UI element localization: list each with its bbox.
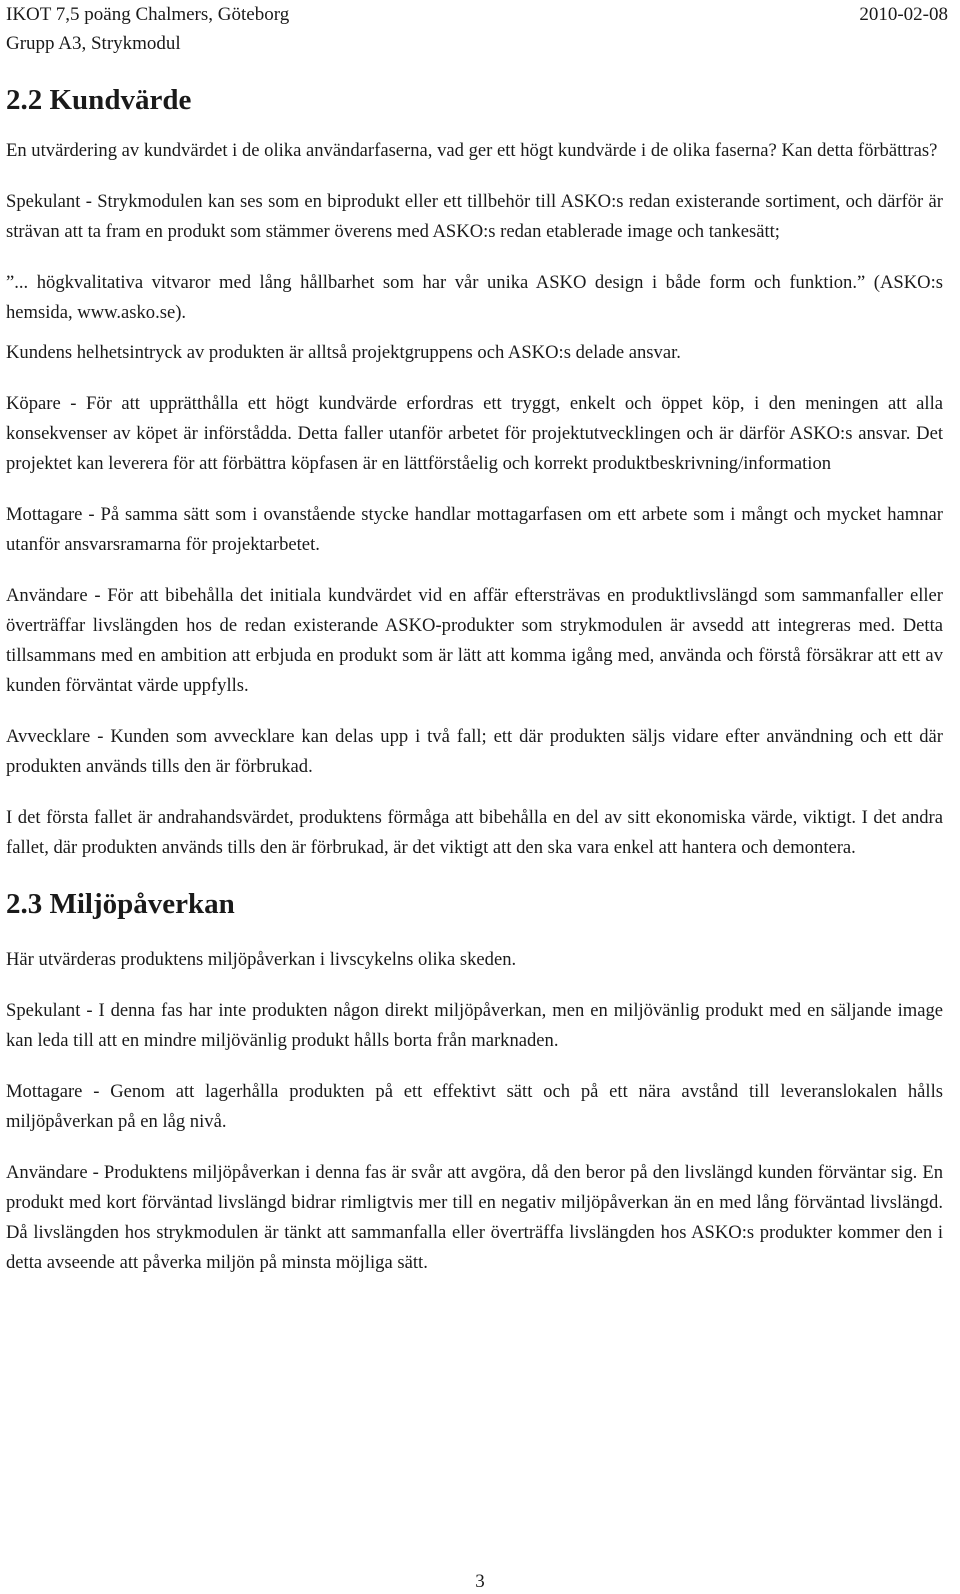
document-body [6,80,943,1299]
paragraph-mottagare: Mottagare - På samma sätt som i ovanstående stycke handlar mottagarfasen om ett arbete som i mångt och mycket hamnar utanför ansvarsramarna för projektarbetet. [6,504,943,555]
paragraph-helhetsintryck: Kundens helhetsintryck av produkten är alltså projektgruppens och ASKO:s delade ansvar. [6,342,681,363]
paragraph-anvandare: Användare - För att bibehålla det initiala kundvärdet vid en affär eftersträvas en produktlivslängd som sammanfaller eller överträffar livslängden hos de redan existerande ASKO-produkter som strykmodulen är avsedd att integreras med. Detta tillsammans med en ambition att erbjuda en produkt som är lätt att komma igång med, använda och förstå försäkrar att ett av kunden förväntat värde uppfylls. [6,585,943,696]
paragraph-intro: En utvärdering av kundvärdet i de olika användarfaserna, vad ger ett högt kundvärde i de olika faserna? Kan detta förbättras? [6,140,938,161]
paragraph-forsta-fallet: I det första fallet är andrahandsvärdet, produktens förmåga att bibehålla en del av sitt ekonomiska värde, viktigt. I det andra fallet, där produkten används tills den är förbrukad, är det viktigt att den ska vara enkel att hantera och demontera. [6,807,943,858]
header-group: Grupp A3, Strykmodul [6,33,181,54]
section-heading-miljopaverkan: 2.3 Miljöpåverkan [6,888,235,920]
paragraph-avvecklare: Avvecklare - Kunden som avvecklare kan delas upp i två fall; ett där produkten säljs vidare efter användning och ett där produkten används tills den är förbrukad. [6,726,943,777]
header-course: IKOT 7,5 poäng Chalmers, Göteborg [6,4,290,25]
header-date: 2010-02-08 [859,4,948,25]
paragraph-miljo-mottagare: Mottagare - Genom att lagerhålla produkten på ett effektivt sätt och på ett nära avstånd till leveranslokalen hålls miljöpåverkan på en låg nivå. [6,1081,943,1132]
paragraph-kopare: Köpare - För att upprätthålla ett högt kundvärde erfordras ett tryggt, enkelt och öppet köp, i den meningen att alla konsekvenser av köpet är införstådda. Detta faller utanför arbetet för projektutvecklingen och är därför ASKO:s ansvar. Det projektet kan leverera för att förbättra köpfasen är en lättförståelig och korrekt produktbeskrivning/information [6,393,943,474]
paragraph-quote: ”... högkvalitativa vitvaror med lång hållbarhet som har vår unika ASKO design i både form och funktion.” (ASKO:s hemsida, www.asko.se). [6,272,943,323]
page-header [6,0,948,58]
header-row-top [6,0,948,29]
section-heading-kundvarde: 2.2 Kundvärde [6,84,192,116]
paragraph-miljo-anvandare: Användare - Produktens miljöpåverkan i denna fas är svår att avgöra, då den beror på den livslängd kunden förväntar sig. En produkt med kort förväntad livslängd bidrar rimligtvis mer till en negativ miljöpåverkan än en med lång förväntad livslängd. Då livslängden hos strykmodulen är tänkt att sammanfalla eller överträffa livslängden hos ASKO:s produkter kommer den i detta avseende att påverka miljön på minsta möjliga sätt. [6,1162,943,1273]
header-row-bottom [6,29,948,58]
paragraph-spekulant: Spekulant - Strykmodulen kan ses som en biprodukt eller ett tillbehör till ASKO:s redan existerande sortiment, och därför är strävan att ta fram en produkt som stämmer överens med ASKO:s redan etablerade image och tankesätt; [6,191,943,242]
page-number: 3 [475,1571,485,1592]
paragraph-miljo-intro: Här utvärderas produktens miljöpåverkan i livscykelns olika skeden. [6,949,517,970]
paragraph-miljo-spekulant: Spekulant - I denna fas har inte produkten någon direkt miljöpåverkan, men en miljövänlig produkt med en säljande image kan leda till att en mindre miljövänlig produkt hålls borta från marknaden. [6,1000,943,1051]
